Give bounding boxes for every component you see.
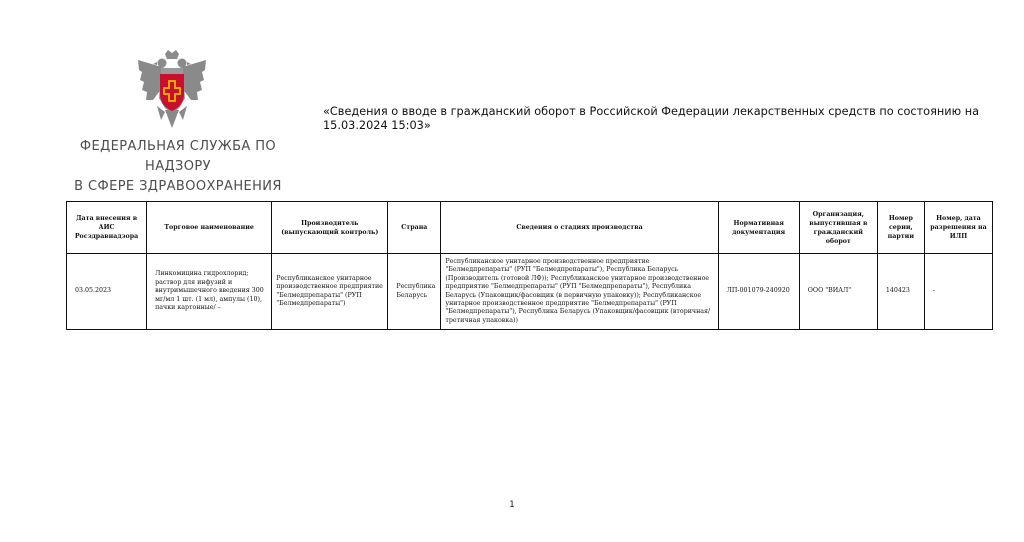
col-header-country: Страна xyxy=(388,202,441,254)
col-header-trade-name: Торговое наименование xyxy=(147,202,272,254)
cell-country: Республика Беларусь xyxy=(388,254,441,330)
col-header-manufacturer: Производитель (выпускающий контроль) xyxy=(272,202,388,254)
cell-date: 03.05.2023 xyxy=(67,254,147,330)
cell-organization: ООО "ВИАЛ" xyxy=(799,254,877,330)
org-name-line2: В СФЕРЕ ЗДРАВООХРАНЕНИЯ xyxy=(74,179,282,194)
col-header-batch: Номер серии, партии xyxy=(877,202,924,254)
eagle-emblem-icon xyxy=(135,50,209,130)
page-number: 1 xyxy=(509,500,515,510)
col-header-permit: Номер, дата разрешения на ИЛП xyxy=(924,202,992,254)
col-header-stages: Сведения о стадиях производства xyxy=(441,202,718,254)
cell-trade-name: Линкомицина гидрохлорид; раствор для инфузий и внутримышечного введения 300 мг/мл 1 шт. (1 мл), ампулы (10), пачки картонные/ – xyxy=(147,254,272,330)
cell-batch: 140423 xyxy=(877,254,924,330)
table-row xyxy=(67,254,993,330)
organization-name xyxy=(62,137,294,197)
col-header-organization: Организация, выпустившая в гражданский оборот xyxy=(799,202,877,254)
cell-manufacturer: Республиканское унитарное производственное предприятие "Белмедпрепараты" (РУП "Белмедпрепараты") xyxy=(272,254,388,330)
col-header-date: Дата внесения в АИС Росздравнадзора xyxy=(67,202,147,254)
document-title: «Сведения о вводе в гражданский оборот в Российской Федерации лекарственных средств по состоянию на 15.03.2024 15:03» xyxy=(323,105,980,132)
table-header-row xyxy=(67,202,993,254)
col-header-normative-doc: Нормативная документация xyxy=(718,202,799,254)
cell-stages: Республиканское унитарное производственное предприятие "Белмедпрепараты" (РУП "Белмедпрепараты"), Республика Беларусь (Производитель (готовой ЛФ)); Республиканское унитарное производственное предприятие "Белмедпрепараты" (РУП "Белмедпрепараты"), Республика Беларусь (Упаковщик/фасовщик (в первичную упаковку)); Республиканское унитарное производственное предприятие "Белмедпрепараты" (РУП "Белмедпрепараты"), Республика Беларусь (Упаковщик/фасовщик (вторичная/третичная упаковка)) xyxy=(441,254,718,330)
registry-table xyxy=(66,201,993,330)
cell-normative-doc: ЛП-001079-240920 xyxy=(718,254,799,330)
cell-permit: - xyxy=(924,254,992,330)
org-name-line1: ФЕДЕРАЛЬНАЯ СЛУЖБА ПО НАДЗОРУ xyxy=(79,139,277,174)
